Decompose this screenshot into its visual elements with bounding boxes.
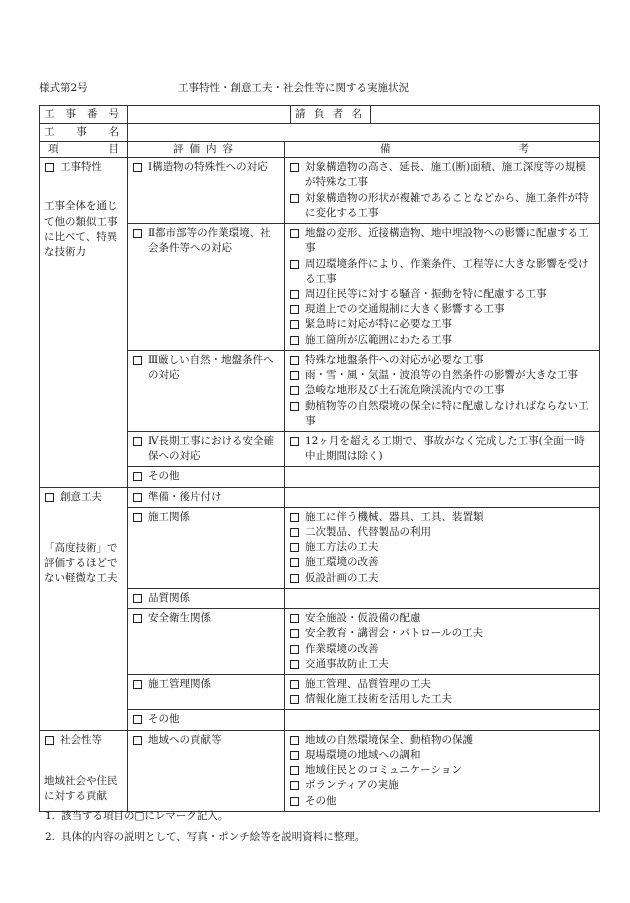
- notes: [45, 806, 365, 848]
- evaluation-content: Ⅲ厳しい自然・地盤条件への対応: [148, 353, 274, 382]
- evaluation-content: Ⅱ都市部等の作業環境、社会条件等への対応: [148, 227, 271, 255]
- form-number: 様式第2号: [39, 82, 88, 94]
- checkbox[interactable]: [290, 558, 299, 567]
- evaluation-content: その他: [148, 713, 180, 726]
- table-row: [40, 487, 600, 507]
- remark-item: 交通事故防止工夫: [289, 657, 595, 672]
- remark-item: 緊急時に対応が特に必要な工事: [289, 317, 595, 332]
- remark-item: 12ヶ月を超える工期で、事故がなく完成した工事(全面一時中止期間は除く): [289, 434, 595, 464]
- checkbox[interactable]: [290, 194, 299, 203]
- evaluation-cell: [128, 487, 285, 507]
- checkbox[interactable]: [290, 386, 299, 395]
- table-row: [40, 158, 600, 224]
- remarks-cell: [285, 588, 600, 608]
- checkbox[interactable]: [133, 472, 142, 481]
- remark-item: 地盤の変形、近接構造物、地中埋設物への影響に配慮する工事: [289, 226, 595, 256]
- checkbox[interactable]: [290, 513, 299, 522]
- remark-item: 施工管理、品質管理の工夫: [289, 677, 595, 692]
- checkbox[interactable]: [45, 163, 54, 172]
- remarks-cell: [285, 158, 600, 224]
- remark-item: 施工環境の改善: [289, 555, 595, 570]
- table-row: [40, 730, 600, 811]
- checkbox[interactable]: [290, 695, 299, 704]
- checkbox[interactable]: [290, 336, 299, 345]
- remarks-cell: [285, 710, 600, 730]
- remark-item: 動植物等の自然環境の保全に特に配慮しなければならない工事: [289, 399, 595, 429]
- checkbox[interactable]: [290, 660, 299, 669]
- evaluation-content: 準備・後片付け: [148, 490, 222, 503]
- checkbox[interactable]: [290, 356, 299, 365]
- evaluation-cell: [128, 609, 285, 675]
- remark-item: 現道上での交通規制に大きく影響する工事: [289, 302, 595, 317]
- checkbox[interactable]: [133, 163, 142, 172]
- checkbox[interactable]: [290, 645, 299, 654]
- checkbox[interactable]: [133, 356, 142, 365]
- checkbox[interactable]: [290, 797, 299, 806]
- evaluation-content: 品質関係: [148, 591, 190, 604]
- checkbox[interactable]: [290, 437, 299, 446]
- work-name-field[interactable]: [128, 124, 600, 142]
- checkbox[interactable]: [290, 290, 299, 299]
- remark-item: ボランティアの実施: [289, 778, 595, 793]
- checkbox[interactable]: [133, 614, 142, 623]
- checkbox[interactable]: [290, 766, 299, 775]
- remarks-cell: [285, 487, 600, 507]
- evaluation-cell: [128, 588, 285, 608]
- category-cell: [40, 487, 128, 730]
- remark-item: 作業環境の改善: [289, 642, 595, 657]
- checkbox[interactable]: [290, 680, 299, 689]
- category-cell: [40, 158, 128, 487]
- checkbox[interactable]: [133, 493, 142, 502]
- checkbox[interactable]: [290, 371, 299, 380]
- evaluation-cell: [128, 158, 285, 224]
- remarks-cell: [285, 730, 600, 811]
- evaluation-content: 施工関係: [148, 510, 190, 523]
- remark-item: 二次製品、代替製品の利用: [289, 525, 595, 540]
- evaluation-cell: [128, 350, 285, 431]
- evaluation-cell: [128, 467, 285, 487]
- remark-item: 雨・雪・風・気温・波浪等の自然条件の影響が大きな工事: [289, 368, 595, 383]
- evaluation-cell: [128, 675, 285, 710]
- category-description: 工事全体を通じて他の類似工事に比べて、特異な技術力: [44, 200, 118, 259]
- checkbox[interactable]: [290, 320, 299, 329]
- remarks-cell: [285, 224, 600, 351]
- checkbox[interactable]: [133, 594, 142, 603]
- remark-item: 施工箇所が広範囲にわたる工事: [289, 333, 595, 348]
- evaluation-cell: [128, 224, 285, 351]
- contractor-field[interactable]: [371, 106, 600, 124]
- evaluation-cell: [128, 730, 285, 811]
- remarks-cell: [285, 609, 600, 675]
- category-name: 社会性等: [60, 733, 102, 746]
- document-title: 工事特性・創意工夫・社会性等に関する実施状況: [178, 82, 409, 94]
- remarks-cell: [285, 675, 600, 710]
- evaluation-cell: [128, 507, 285, 588]
- evaluation-content: Ⅳ長期工事における安全確保への対応: [148, 434, 274, 463]
- column-header-evaluation: 評価内容: [128, 142, 285, 158]
- category-description: 地域社会や住民に対する貢献: [44, 774, 118, 803]
- checkbox[interactable]: [133, 513, 142, 522]
- checkbox[interactable]: [290, 229, 299, 238]
- checkbox[interactable]: [290, 528, 299, 537]
- remark-item: 施工に伴う機械、器具、工具、装置類: [289, 510, 595, 525]
- remark-item: 対象構造物の高さ、延長、施工(断)面積、施工深度等の規模が特殊な工事: [289, 160, 595, 190]
- checkbox[interactable]: [133, 680, 142, 689]
- evaluation-content: 安全衛生関係: [148, 612, 211, 625]
- remarks-cell: [285, 350, 600, 431]
- work-name-label: 工事名: [40, 124, 128, 142]
- evaluation-content: 施工管理関係: [148, 678, 211, 690]
- remark-item: 対象構造物の形状が複雑であることなどから、施工条件が特に変化する工事: [289, 191, 595, 221]
- remark-item: 地域住民とのコミュニケーション: [289, 763, 595, 778]
- evaluation-content: 地域への貢献等: [148, 733, 222, 746]
- checkbox[interactable]: [290, 629, 299, 638]
- checkbox[interactable]: [290, 751, 299, 760]
- remark-item: 現場環境の地域への調和: [289, 748, 595, 763]
- evaluation-cell: [128, 431, 285, 466]
- checkbox[interactable]: [133, 229, 142, 238]
- remarks-cell: [285, 507, 600, 588]
- remark-item: その他: [289, 794, 595, 809]
- checkbox[interactable]: [290, 402, 299, 411]
- remark-item: 地域の自然環境保全、動植物の保護: [289, 733, 595, 748]
- remark-item: 施工方法の工夫: [289, 540, 595, 555]
- remarks-cell: [285, 467, 600, 487]
- category-name: 工事特性: [60, 161, 102, 174]
- checkbox[interactable]: [290, 614, 299, 623]
- category-cell: [40, 730, 128, 811]
- remark-item: 安全施設・仮設備の配慮: [289, 611, 595, 626]
- remark-item: 周辺環境条件により、作業条件、工程等に大きな影響を受ける工事: [289, 257, 595, 287]
- remark-item: 安全教育・講習会・パトロールの工夫: [289, 626, 595, 641]
- evaluation-cell: [128, 710, 285, 730]
- checkbox[interactable]: [45, 736, 54, 745]
- work-number-field[interactable]: [128, 106, 291, 124]
- work-number-label: 工事番号: [40, 106, 128, 124]
- column-header-item: 項目: [40, 142, 128, 158]
- column-header-remarks: 備考: [285, 142, 600, 158]
- header-table: [39, 105, 600, 142]
- remark-item: 周辺住民等に対する騒音・振動を特に配慮する工事: [289, 287, 595, 302]
- category-name: 創意工夫: [60, 490, 102, 503]
- note-2: 2. 具体的内容の説明として、写真・ポンチ絵等を説明資料に整理。: [45, 831, 366, 843]
- checkbox[interactable]: [290, 736, 299, 745]
- checkbox[interactable]: [290, 163, 299, 172]
- evaluation-content: その他: [148, 470, 180, 483]
- checkbox[interactable]: [133, 437, 142, 446]
- checkbox[interactable]: [290, 305, 299, 314]
- remark-item: 特殊な地盤条件への対応が必要な工事: [289, 353, 595, 368]
- checkbox[interactable]: [290, 260, 299, 269]
- contractor-label: 請負者名: [291, 106, 371, 124]
- checkbox[interactable]: [133, 715, 142, 724]
- remark-item: 情報化施工技術を活用した工夫: [289, 692, 595, 707]
- evaluation-table: [39, 141, 600, 812]
- remarks-cell: [285, 431, 600, 466]
- evaluation-content: Ⅰ構造物の特殊性への対応: [148, 161, 268, 174]
- checkbox[interactable]: [290, 574, 299, 583]
- checkbox[interactable]: [45, 493, 54, 502]
- checkbox[interactable]: [133, 736, 142, 745]
- category-description: 「高度技術」で評価するほどでない軽微な工夫: [44, 541, 118, 585]
- note-1: 1. 該当する項目の□にレマーク記入。: [45, 810, 229, 822]
- checkbox[interactable]: [290, 543, 299, 552]
- remark-item: 急峻な地形及び土石流危険渓流内での工事: [289, 383, 595, 398]
- remark-item: 仮設計画の工夫: [289, 571, 595, 586]
- checkbox[interactable]: [290, 781, 299, 790]
